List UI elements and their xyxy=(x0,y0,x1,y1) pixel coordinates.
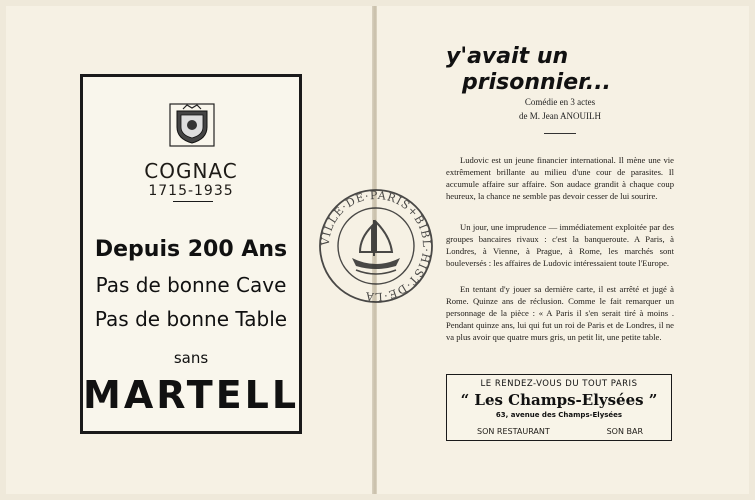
rv-address: 63, avenue des Champs-Elysées xyxy=(495,411,623,419)
synopsis-paragraph-2: Un jour, une imprudence — immédiatement exploitée par des groupes bancaires rivaux : c'est la banqueroute. A Paris, à Londres, à Vienne, à Prague, à Rome, les marchés sont bouleversés : les affaires de Ludovic intéressaient toute l'Europe. xyxy=(446,222,674,269)
ad-sans-line: sans xyxy=(173,349,209,367)
rv-venue-name: “ Les Champs-Elysées ” xyxy=(460,391,658,409)
synopsis-paragraph-1: Ludovic est un jeune financier international. Il mène une vie extrêmement brillante au milieu d'une cour de parasites. Il accumule affaire sur affaire. Son audace grandit à chaque coup heureux, la chance ne semble pas devoir cesser de lui sourire. xyxy=(446,155,674,202)
cognac-crest-icon xyxy=(169,103,215,147)
play-author: de M. Jean ANOUILH xyxy=(519,111,601,121)
library-stamp-icon xyxy=(316,186,436,306)
rv-restaurant-label: SON RESTAURANT xyxy=(477,427,550,436)
ad-table-line: Pas de bonne Table xyxy=(94,307,288,331)
martell-advertisement xyxy=(80,74,302,434)
stamp-text: VILLE·DE·PARIS+BIBL·HIST·DE·LA xyxy=(318,188,434,304)
play-title xyxy=(446,44,611,96)
separator-rule xyxy=(544,133,576,134)
ad-cave-line: Pas de bonne Cave xyxy=(95,273,287,297)
ad-years: 1715-1935 xyxy=(148,183,234,199)
rv-bar-label: SON BAR xyxy=(606,427,643,436)
play-title-line1: y'avait un xyxy=(446,44,569,69)
synopsis-paragraph-3: En tentant d'y jouer sa dernière carte, il est arrêté et jugé à Rome. Quinze ans de réclusion. Comme le fait remarquer un personnage de la pièce : « A Paris il s'en serait tiré à moins . Pendant quinze ans, lui qui fut un roi de Paris et de Londres, il ne va plus avoir que quatre murs gris, un petit lit, une petite table. xyxy=(446,284,674,343)
play-genre: Comédie en 3 actes xyxy=(524,97,596,107)
champs-elysees-advertisement xyxy=(446,374,672,441)
play-title-line2: prisonnier... xyxy=(462,70,611,95)
rv-tagline: LE RENDEZ-VOUS DU TOUT PARIS xyxy=(480,379,638,389)
play-subtitle xyxy=(500,95,620,123)
ad-martell-brand: MARTELL xyxy=(83,373,300,417)
ad-depuis-line: Depuis 200 Ans xyxy=(94,237,288,262)
ad-years-rule xyxy=(173,201,213,202)
ad-cognac-label: COGNAC xyxy=(144,159,238,183)
